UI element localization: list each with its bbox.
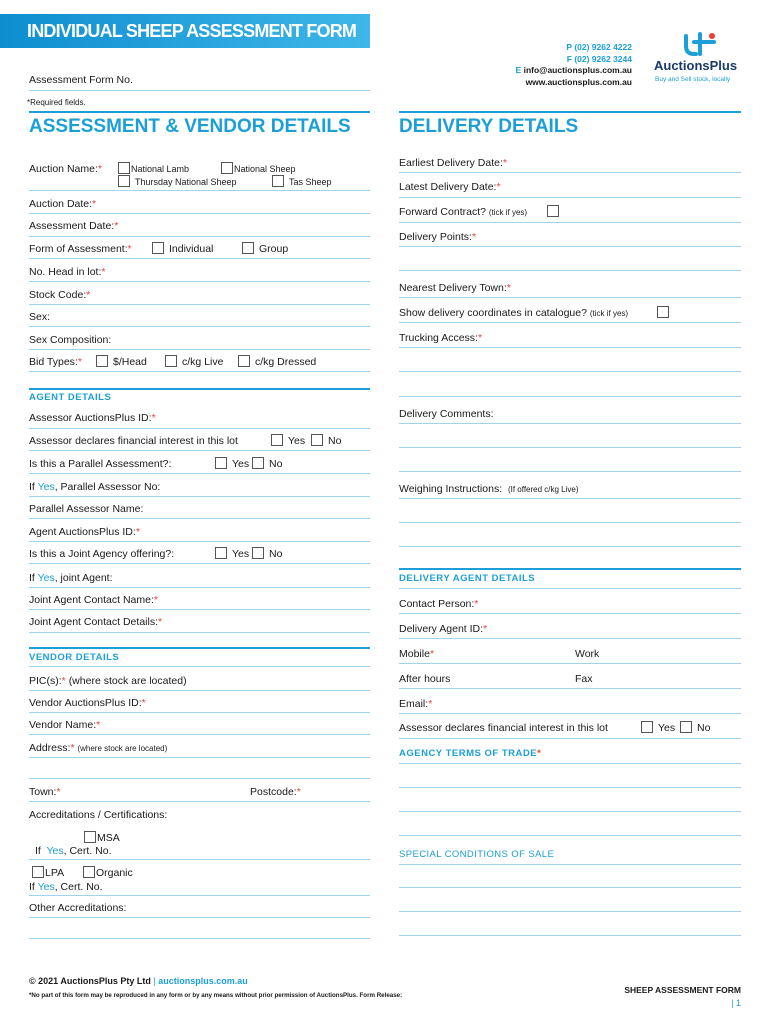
parallel-yes-checkbox[interactable]: [215, 457, 227, 469]
contact-person-field[interactable]: [399, 613, 741, 614]
forward-contract-checkbox[interactable]: [547, 205, 559, 217]
delivery-interest-no-checkbox[interactable]: [680, 721, 692, 733]
assessment-form-no-field[interactable]: [29, 90, 370, 91]
special-conditions-field[interactable]: [399, 864, 741, 865]
title-banner: [0, 14, 370, 48]
weighing-instructions-field-3[interactable]: [399, 546, 741, 547]
lpa-cert-no-label: If Yes, Cert. No.: [29, 881, 103, 893]
national-lamb-label: National Lamb: [131, 164, 190, 174]
logo-wordmark: AuctionsPlus: [654, 58, 738, 73]
agency-terms-field-4[interactable]: [399, 835, 741, 836]
delivery-comments-field-3[interactable]: [399, 471, 741, 472]
joint-contact-details-field[interactable]: [29, 632, 370, 633]
organic-checkbox[interactable]: [83, 866, 95, 878]
no-head-field[interactable]: [29, 281, 370, 282]
parallel-assessor-name-field[interactable]: [29, 518, 370, 519]
phone-number: (02) 9262 4222: [574, 42, 632, 52]
sex-label: Sex:: [29, 311, 51, 323]
msa-cert-no-field[interactable]: [29, 859, 370, 860]
delivery-comments-field[interactable]: [399, 423, 741, 424]
lpa-label: LPA: [45, 867, 65, 879]
fax-number: (02) 9262 3244: [574, 53, 632, 64]
joint-agency-question-label: Is this a Joint Agency offering?:: [29, 548, 175, 560]
form-title: INDIVIDUAL SHEEP ASSESSMENT FORM: [27, 21, 357, 41]
pics-label: PIC(s):* (where stock are located): [29, 675, 187, 687]
assessor-id-label: Assessor AuctionsPlus ID:*: [29, 412, 156, 424]
lpa-checkbox[interactable]: [32, 866, 44, 878]
delivery-agent-id-label: Delivery Agent ID:*: [399, 623, 488, 635]
delivery-agent-id-field[interactable]: [399, 638, 741, 639]
delivery-points-field-2[interactable]: [399, 270, 741, 271]
per-head-checkbox[interactable]: [96, 355, 108, 367]
parallel-question-label: Is this a Parallel Assessment?:: [29, 458, 172, 470]
town-label: Town:*: [29, 786, 61, 798]
auction-name-label: Auction Name:*: [29, 163, 102, 175]
vendor-name-field[interactable]: [29, 734, 370, 735]
vendor-id-field[interactable]: [29, 712, 370, 713]
delivery-agent-heading: DELIVERY AGENT DETAILS: [399, 573, 536, 584]
agency-terms-heading: AGENCY TERMS OF TRADE*: [399, 748, 542, 759]
tas-sheep-checkbox[interactable]: [272, 175, 284, 187]
joint-agency-yes-checkbox[interactable]: [215, 547, 227, 559]
ckg-dressed-label: c/kg Dressed: [255, 356, 317, 368]
vendor-id-label: Vendor AuctionsPlus ID:*: [29, 697, 146, 709]
assessor-declares-label: Assessor declares financial interest in this lot: [29, 435, 238, 447]
logo-mark-icon: [680, 32, 720, 58]
joint-agency-no-checkbox[interactable]: [252, 547, 264, 559]
agency-terms-field-3[interactable]: [399, 811, 741, 812]
contact-person-label: Contact Person:*: [399, 598, 479, 610]
agent-heading-rule: [29, 388, 370, 390]
special-conditions-heading: SPECIAL CONDITIONS OF SALE: [399, 849, 555, 860]
agent-id-label: Agent AuctionsPlus ID:*: [29, 526, 140, 538]
assessor-interest-no-label: No: [328, 435, 342, 447]
assessor-interest-no-checkbox[interactable]: [311, 434, 323, 446]
other-accreditations-field-2[interactable]: [29, 938, 370, 939]
msa-label: MSA: [97, 832, 120, 844]
national-lamb-checkbox[interactable]: [118, 162, 130, 174]
delivery-agent-heading-rule: [399, 568, 741, 570]
auction-date-field[interactable]: [29, 213, 370, 214]
joint-agent-field[interactable]: [29, 587, 370, 588]
work-label: Work: [575, 648, 600, 660]
per-head-label: $/Head: [113, 356, 147, 368]
joint-agency-yes-label: Yes: [232, 548, 250, 560]
mobile-work-field[interactable]: [399, 663, 741, 664]
delivery-comments-label: Delivery Comments:: [399, 408, 494, 420]
agency-terms-field-2[interactable]: [399, 787, 741, 788]
joint-contact-details-label: Joint Agent Contact Details:*: [29, 616, 163, 628]
after-hours-fax-field[interactable]: [399, 688, 741, 689]
national-sheep-label: National Sheep: [234, 164, 296, 174]
assessor-interest-yes-label: Yes: [288, 435, 306, 447]
town-postcode-field[interactable]: [29, 801, 370, 802]
logo-tagline: Buy and Sell stock, locally: [655, 76, 731, 83]
auction-date-label: Auction Date:*: [29, 198, 97, 210]
parallel-no-checkbox[interactable]: [252, 457, 264, 469]
pics-field[interactable]: [29, 690, 370, 691]
email-field[interactable]: [399, 713, 741, 714]
right-heading-rule: [399, 111, 741, 113]
individual-checkbox[interactable]: [152, 242, 164, 254]
earliest-delivery-label: Earliest Delivery Date:*: [399, 157, 507, 169]
other-accreditations-label: Other Accreditations:: [29, 902, 127, 914]
sex-field[interactable]: [29, 326, 370, 327]
national-sheep-checkbox[interactable]: [221, 162, 233, 174]
assessor-interest-yes-checkbox[interactable]: [271, 434, 283, 446]
show-coords-checkbox[interactable]: [657, 306, 669, 318]
joint-agency-no-label: No: [269, 548, 283, 560]
accreditations-label: Accreditations / Certifications:: [29, 809, 168, 821]
ckg-dressed-checkbox[interactable]: [238, 355, 250, 367]
form-of-assessment-label: Form of Assessment:*: [29, 243, 132, 255]
individual-label: Individual: [169, 243, 214, 255]
nearest-town-field[interactable]: [399, 297, 741, 298]
nearest-town-label: Nearest Delivery Town:*: [399, 282, 511, 294]
delivery-assessor-declares-label: Assessor declares financial interest in this lot: [399, 722, 608, 734]
bid-types-label: Bid Types:*: [29, 356, 82, 368]
agent-id-field[interactable]: [29, 541, 370, 542]
postcode-label: Postcode:*: [250, 786, 301, 798]
parallel-yes-label: Yes: [232, 458, 250, 470]
contact-email[interactable]: info@auctionsplus.com.au: [523, 65, 632, 75]
thursday-national-sheep-label: Thursday National Sheep: [135, 177, 237, 187]
delivery-comments-field-2[interactable]: [399, 447, 741, 448]
group-checkbox[interactable]: [242, 242, 254, 254]
weighing-instructions-label: Weighing Instructions: (If offered c/kg Live): [399, 483, 579, 495]
after-hours-label: After hours: [399, 673, 451, 685]
email-prefix: E: [515, 65, 522, 75]
address-field[interactable]: [29, 757, 370, 758]
weighing-instructions-field-2[interactable]: [399, 522, 741, 523]
fax-prefix: F: [566, 53, 572, 64]
lpa-cert-no-field[interactable]: [29, 895, 370, 896]
agent-details-heading: AGENT DETAILS: [29, 392, 112, 403]
parallel-assessor-name-label: Parallel Assessor Name:: [29, 503, 144, 515]
footer-form-name: SHEEP ASSESSMENT FORM: [624, 985, 741, 995]
assessor-id-field[interactable]: [29, 428, 370, 429]
stock-code-label: Stock Code:*: [29, 289, 91, 301]
group-label: Group: [259, 243, 289, 255]
footer-website-link[interactable]: auctionsplus.com.au: [158, 976, 248, 986]
left-heading-rule: [29, 111, 370, 113]
parallel-assessor-no-label: If Yes, Parallel Assessor No:: [29, 481, 161, 493]
mobile-label: Mobile*: [399, 648, 435, 660]
delivery-points-label: Delivery Points:*: [399, 231, 477, 243]
assessment-date-label: Assessment Date:*: [29, 220, 119, 232]
trucking-access-field-3[interactable]: [399, 396, 741, 397]
special-conditions-field-3[interactable]: [399, 911, 741, 912]
other-accreditations-field[interactable]: [29, 917, 370, 918]
sex-composition-label: Sex Composition:: [29, 334, 112, 346]
email-label: Email:*: [399, 698, 433, 710]
organic-label: Organic: [96, 867, 133, 879]
joint-contact-name-label: Joint Agent Contact Name:*: [29, 594, 158, 606]
msa-cert-no-label: If Yes, Cert. No.: [35, 845, 112, 857]
assessment-vendor-heading: ASSESSMENT & VENDOR DETAILS: [29, 116, 351, 137]
footer-page-number: | 1: [731, 998, 741, 1008]
sex-composition-field[interactable]: [29, 349, 370, 350]
delivery-interest-yes-checkbox[interactable]: [641, 721, 653, 733]
thursday-national-sheep-checkbox[interactable]: [118, 175, 130, 187]
address-label: Address:* (where stock are located): [29, 742, 168, 754]
stock-code-field[interactable]: [29, 304, 370, 305]
msa-checkbox[interactable]: [84, 831, 96, 843]
joint-agent-label: If Yes, joint Agent:: [29, 572, 113, 584]
trucking-access-field-2[interactable]: [399, 371, 741, 372]
address-field-2[interactable]: [29, 778, 370, 779]
delivery-interest-no-label: No: [697, 722, 711, 734]
trucking-access-label: Trucking Access:*: [399, 332, 483, 344]
special-conditions-field-2[interactable]: [399, 887, 741, 888]
tas-sheep-label: Tas Sheep: [289, 177, 332, 187]
vendor-heading-rule: [29, 647, 370, 649]
vendor-name-label: Vendor Name:*: [29, 719, 101, 731]
show-coords-label: Show delivery coordinates in catalogue? (tick if yes): [399, 307, 629, 319]
no-head-label: No. Head in lot:*: [29, 266, 106, 278]
weighing-instructions-field[interactable]: [399, 498, 741, 499]
assessment-date-field[interactable]: [29, 236, 370, 237]
required-note: *Required fields.: [27, 98, 86, 107]
parallel-no-label: No: [269, 458, 283, 470]
phone-prefix: P: [566, 42, 572, 52]
latest-delivery-label: Latest Delivery Date:*: [399, 181, 501, 193]
assessment-form-no-label: Assessment Form No.: [29, 74, 133, 86]
forward-contract-label: Forward Contract? (tick if yes): [399, 206, 528, 218]
earliest-delivery-field[interactable]: [399, 172, 741, 173]
special-conditions-field-4[interactable]: [399, 935, 741, 936]
delivery-interest-yes-label: Yes: [658, 722, 676, 734]
footer-copyright: © 2021 AuctionsPlus Pty Ltd | auctionsplus.com.au: [29, 976, 248, 986]
joint-contact-name-field[interactable]: [29, 609, 370, 610]
ckg-live-label: c/kg Live: [182, 356, 224, 368]
contact-website[interactable]: www.auctionsplus.com.au: [525, 76, 632, 87]
trucking-access-field[interactable]: [399, 347, 741, 348]
fax-label: Fax: [575, 673, 593, 685]
delivery-details-heading: DELIVERY DETAILS: [399, 116, 579, 137]
ckg-live-checkbox[interactable]: [165, 355, 177, 367]
contact-block: [516, 42, 632, 88]
latest-delivery-field[interactable]: [399, 197, 741, 198]
parallel-assessor-no-field[interactable]: [29, 496, 370, 497]
delivery-points-field[interactable]: [399, 246, 741, 247]
footer-disclaimer: *No part of this form may be reproduced in any form or by any means without prior permission of AuctionsPlus. Form Release:: [29, 992, 403, 999]
auctionsplus-logo: [652, 32, 744, 88]
vendor-details-heading: VENDOR DETAILS: [29, 652, 120, 663]
agency-terms-field[interactable]: [399, 763, 741, 764]
